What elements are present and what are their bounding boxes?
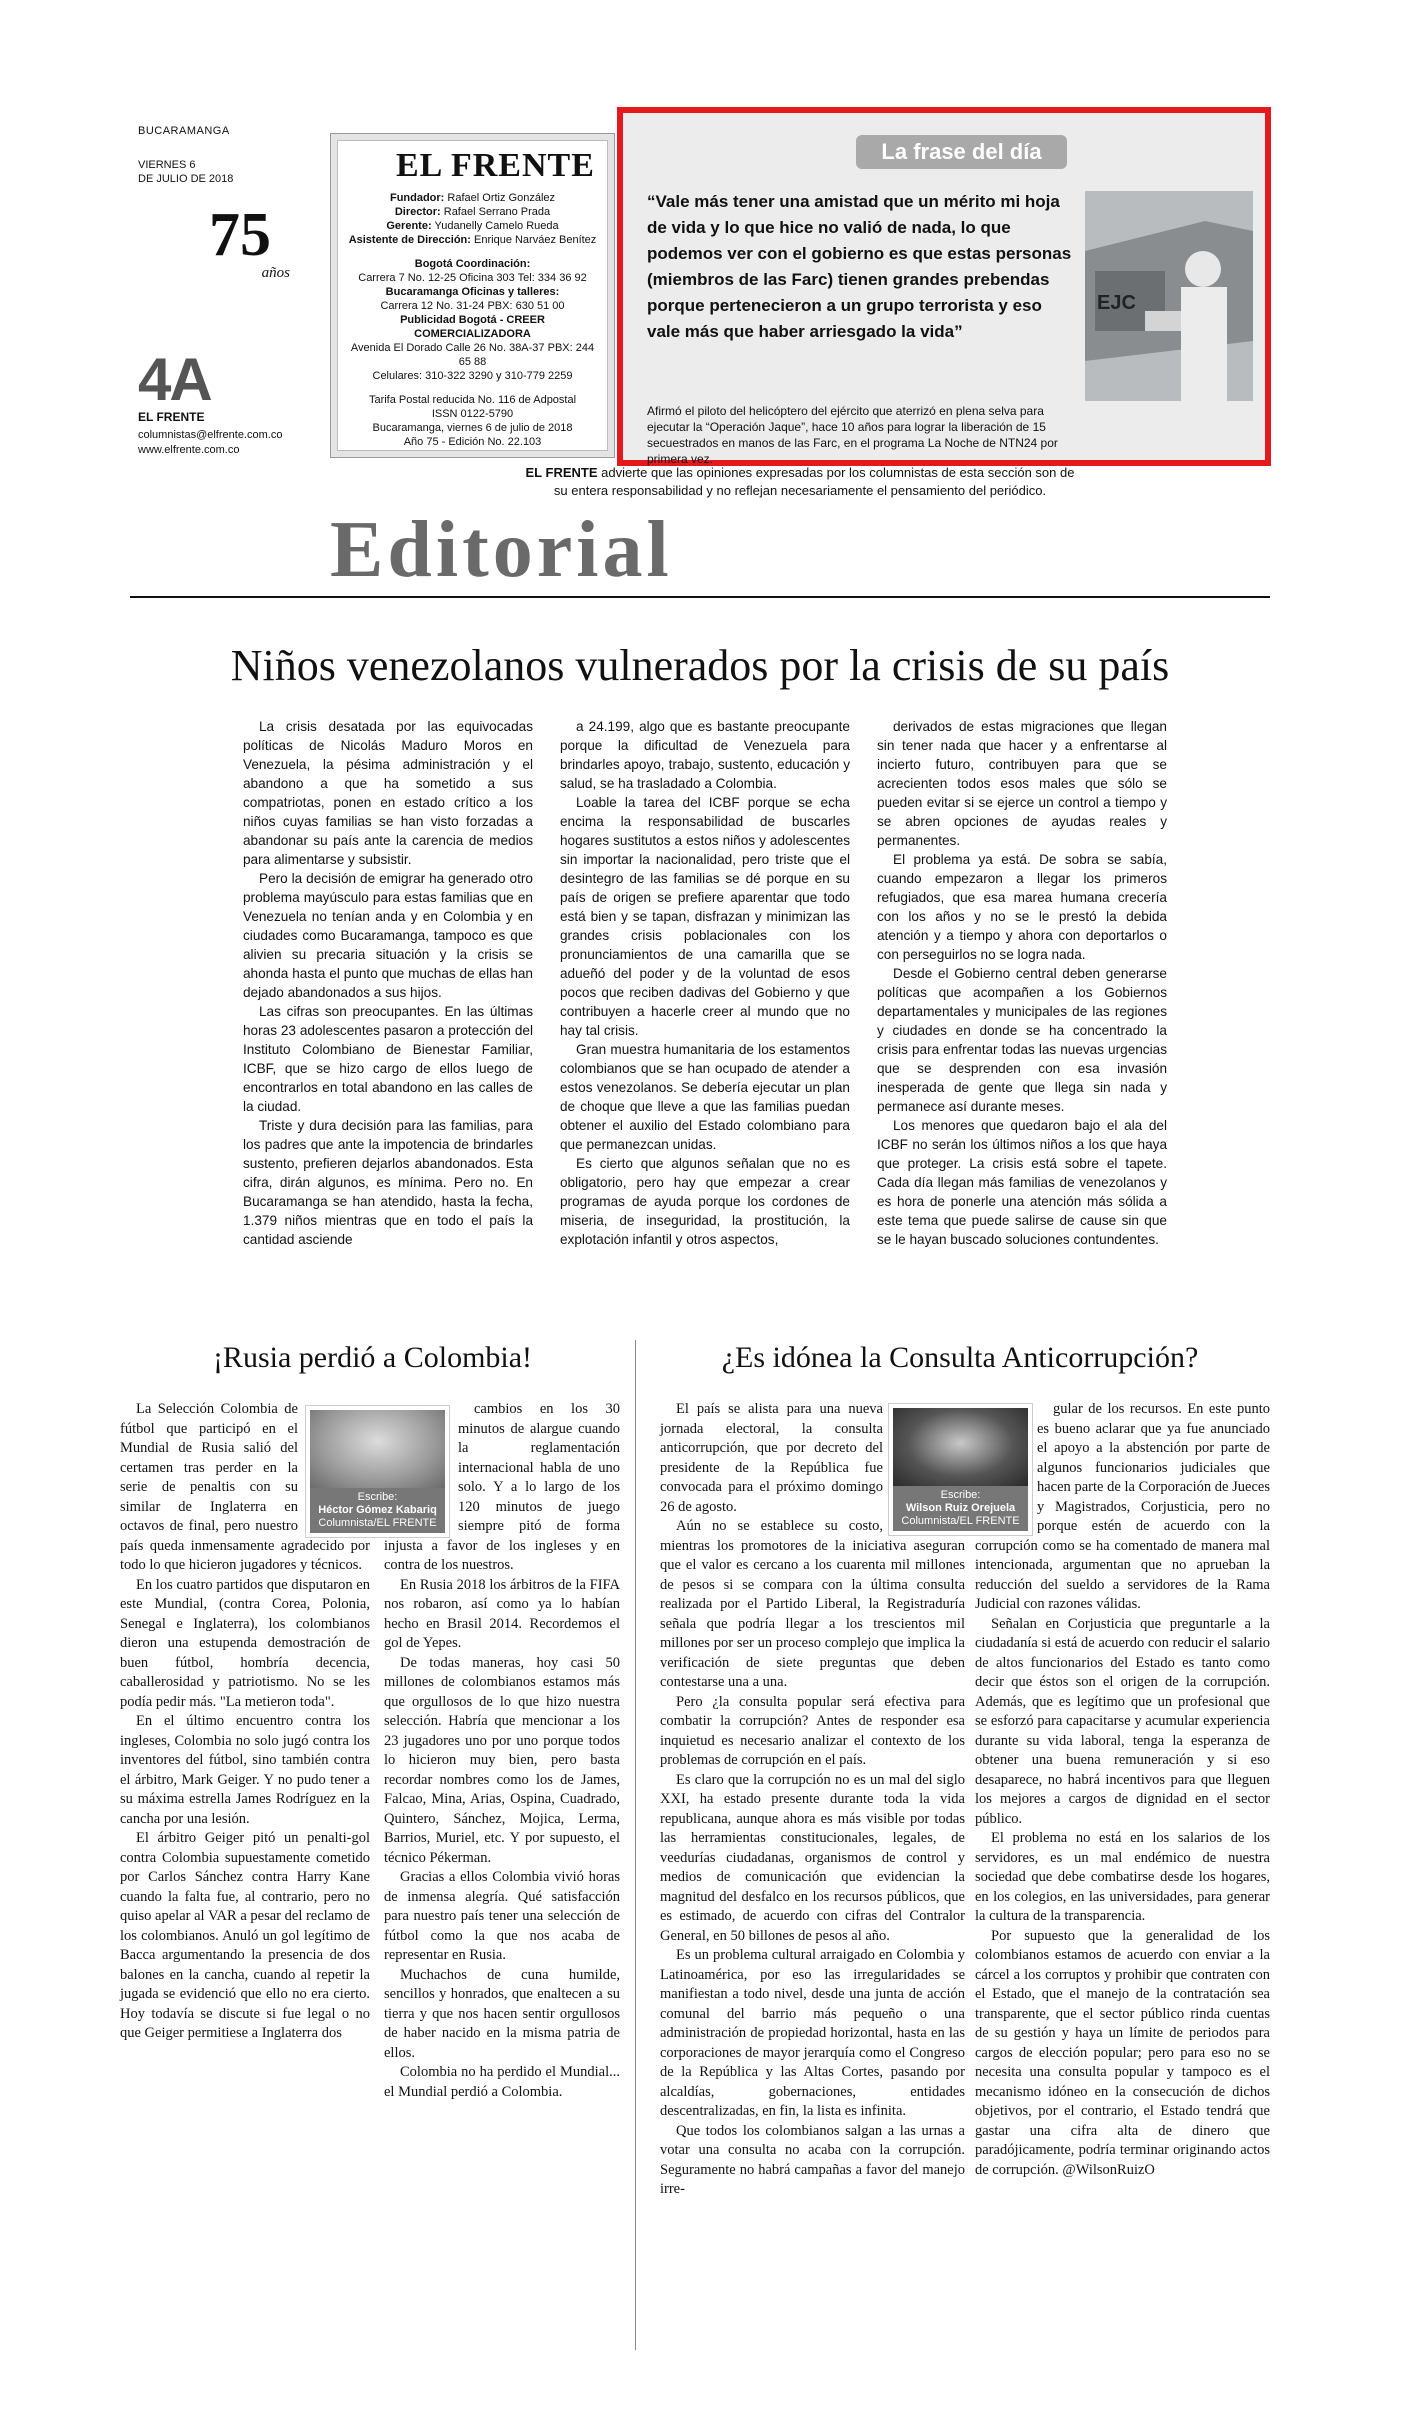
column-paragraph: Aún no se establece su costo, mientras los promotores de la iniciativa aseguran que el valor es cercano a los cuarenta mil millones de pesos si se compara con la última consulta realizada por el Partido Liberal, la Registraduría señala que podría llegar a los trescientos mil millones por ser un proceso complejo que implica la verificación de siete preguntas que deben contestarse una a una.: [660, 1518, 965, 1690]
writer-role: Columnista/EL FRENTE: [901, 1515, 1020, 1527]
editorial-paragraph: Desde el Gobierno central deben generarse políticas que acompañen a los Gobiernos departamentales y municipales de las regiones y ciudades en donde se ha concentrado la crisis para enfrentar todas las nuevas urgencias que se desprenden con esa invasión inesperada de gente que llega sin nada y permanece así durante meses.: [877, 966, 1167, 1114]
staff-role: Asistente de Dirección:: [348, 234, 471, 246]
date-line-1: VIERNES 6: [138, 159, 196, 171]
helicopter-marking: EJC: [1097, 292, 1136, 314]
writer-label: Escribe:: [940, 1489, 981, 1501]
advertising-address: Avenida El Dorado Calle 26 No. 38A-37 PBX: 244 65 88: [350, 342, 595, 368]
column-paragraph: Señalan en Corjusticia que preguntarle a la ciudadanía si está de acuerdo con reducir el salario de altos funcionarios del Estado es tanto como decir que éstos son el origen de la corrupción. Además, que es legítimo que un profesional que se esforzó para capacitarse y acumular experiencia durante su vida laboral, tenga la esperanza de obtener una buena remuneración y si eso desaparece, no habrá incentivos para que lleguen los mejores a cargos de dignidad en el sector público.: [975, 1615, 1270, 1827]
staff-role: Fundador:: [389, 192, 445, 204]
column-paragraph: Colombia no ha perdido el Mundial... el Mundial perdió a Colombia.: [384, 2064, 620, 2100]
column-paragraph: El país se alista para una nueva jornada electoral, la consulta anticorrupción, que por decreto del presidente de la República fue convocada para el próximo domingo 26 de agosto.: [660, 1401, 883, 1515]
pilot-photo: [1085, 191, 1253, 401]
staff-manager: [346, 219, 599, 233]
masthead-title: EL FRENTE: [396, 147, 595, 184]
column-paragraph: Es un problema cultural arraigado en Colombia y Latinoamérica, por eso las irregularidades se manifiestan a todo nivel, desde una junta de acción comunal del barrio más pequeño o una administración de propiedad horizontal, hasta en las corporaciones de mayor jerarquía como el Congreso de la República y las Altas Cortes, pasando por alcaldías, gobernaciones, entidades descentralizadas, en fin, la lista es infinita.: [660, 1947, 965, 2119]
column-paragraph: De todas maneras, hoy casi 50 millones de colombianos estamos más que orgullosos de lo que hizo nuestra selección. Habría que mencionar a los 23 jugadores uno por uno porque todos lo hicieron muy bien, pero basta recordar nombres como los de James, Falcao, Mina, Arias, Ospina, Cuadrado, Quintero, Sánchez, Mojica, Lerma, Barrios, Muriel, etc. Y por supuesto, el técnico Pékerman.: [384, 1654, 620, 1866]
editorial-paragraph: Es cierto que algunos señalan que no es obligatorio, pero hay que empezar a crear programas de ayuda porque los cordones de miseria, de inseguridad, la prostitución, la explotación infantil y otros aspectos,: [560, 1156, 850, 1247]
column-paragraph: El árbitro Geiger pitó un penalti-gol contra Colombia supuestamente cometido por Carlos Sánchez contra Harry Kane cuando la falta fue, al contrario, pero no quiso apelar al VAR a pesar del reclamo de los colombianos. Anuló un gol legítimo de Bacca argumentando la presencia de dos balones en la cancha, cuando al repetir la jugada se evidenció que ello no era cierto. Hoy todavía se discute si fue legal o no que Geiger permitiese a Inglaterra dos: [120, 1830, 370, 2041]
column-paragraph: La Selección Colombia de fútbol que participó en el Mundial de Rusia salió del certamen tras perder en la serie de penaltis con su similar de Inglaterra en octavos de final, pero nuestro país queda inmensamente agradecido por todo lo que hicieron jugadores y técnicos.: [120, 1401, 370, 1573]
editorial-paragraph: Las cifras son preocupantes. En las últimas horas 23 adolescentes pasaron a protección del Instituto Colombiano de Bienestar Familiar, ICBF, que se hizo cargo de ellos luego de encontrarlos en total abandono en las calles de la ciudad.: [243, 1004, 533, 1114]
city-label: BUCARAMANGA: [138, 125, 230, 137]
editorial-paragraph: Gran muestra humanitaria de los estamentos colombianos que se han ocupado de atender a estos venezolanos. Se debería ejecutar un plan de choque que lleve a que las familias puedan obtener el auxilio del Estado colombiano para que permanezcan unidas.: [560, 1042, 850, 1152]
quote-of-the-day-tag: La frase del día: [856, 135, 1067, 169]
anniversary-text: años: [261, 265, 290, 281]
staff-name: Yudanelly Camelo Rueda: [434, 220, 559, 232]
masthead-box: [330, 133, 615, 458]
quote-of-the-day-box: [617, 107, 1271, 466]
column-right-text-2: [975, 1400, 1270, 2180]
contact-info: [138, 428, 282, 458]
email-link[interactable]: columnistas@elfrente.com.co: [138, 429, 283, 441]
column-left-text-2: [384, 1400, 620, 2102]
column-paragraph: cambios en los 30 minutos de alargue cuando la reglamentación internacional habla de uno solo. Y a lo largo de los 120 minutos de juego siempre pitó de forma injusta a favor de los ingleses y en contra de los nuestros.: [384, 1401, 620, 1573]
writer-role: Columnista/EL FRENTE: [318, 1517, 437, 1529]
column-right-headline: ¿Es idónea la Consulta Anticorrupción?: [721, 1341, 1199, 1374]
staff-name: Rafael Serrano Prada: [443, 206, 551, 218]
staff-director: [346, 205, 599, 219]
anniversary-logo: [190, 201, 290, 282]
writer-name: Wilson Ruiz Orejuela: [905, 1502, 1016, 1514]
column-right-text-1: [660, 1400, 965, 2200]
writer-label: Escribe:: [357, 1491, 398, 1503]
bucaramanga-heading: Bucaramanga Oficinas y talleres:: [385, 286, 560, 298]
editorial-column-1: [243, 717, 533, 1249]
column-paragraph: En el último encuentro contra los ingleses, Colombia no solo jugó contra los inventores del fútbol, sino también contra el árbitro, Mark Geiger. Y no pudo tener a su máxima estrella James Rodríguez en la cancha por una lesión.: [120, 1713, 370, 1827]
opinion-disclaimer: [480, 464, 1120, 500]
staff-name: Enrique Narváez Benítez: [474, 234, 597, 246]
pilot-helicopter-image: [1085, 191, 1253, 401]
advertising-heading: Publicidad Bogotá - CREER COMERCIALIZADORA: [400, 314, 545, 340]
wrap-spacer: [975, 1400, 1037, 1525]
postal-rate: Tarifa Postal reducida No. 116 de Adpostal: [368, 394, 577, 406]
bogota-heading: Bogotá Coordinación:: [414, 258, 531, 270]
column-paragraph: Pero ¿la consulta popular será efectiva para combatir la corrupción? Antes de responder esa inquietud es necesario analizar el contexto de los problemas de corrupción en el país.: [660, 1693, 965, 1768]
editorial-headline: Niños venezolanos vulnerados por la crisis de su país: [230, 641, 1170, 690]
issn: ISSN 0122-5790: [431, 408, 514, 420]
issue-date: [138, 158, 233, 186]
anniversary-number: 75: [209, 201, 271, 269]
column-paragraph: gular de los recursos. En este punto es bueno aclarar que ya fue anunciado el apoyo a la abstención por parte de algunos funcionarios judiciales que hacen parte de la Corporación de Jueces y Magistrados, Corjusticia, pero no porque estén de acuerdo con la corrupción como se ha comentado de manera mal intencionada, argumentan que no aprueban la reducción del sueldo a servidores de la Rama Judicial con razones válidas.: [975, 1401, 1270, 1612]
column-paragraph: En los cuatro partidos que disputaron en este Mundial, (contra Corea, Polonia, Senegal e Inglaterra), los colombianos dieron una estupenda demostración de buen fútbol, hombría decencia, caballerosidad y patriotismo. No se les podía pedir más. "La metieron toda".: [120, 1576, 370, 1710]
column-paragraph: Que todos los colombianos salgan a las urnas a votar una consulta no acaba con la corrupción. Seguramente no habrá campañas a favor del manejo irre-: [660, 2122, 965, 2197]
brand-small: EL FRENTE: [138, 410, 205, 424]
column-paragraph: Es claro que la corrupción no es un mal del siglo XXI, ha estado presente durante toda la vida republicana, aunque ahora es más visible por todas las herramientas constitucionales, legales, de veedurías ciudadanas, organismos de control y medios de comunicación que evidencian la magnitud del desfalco en los recursos públicos, que es estimado, de acuerdo con cifras del Contralor General, en 50 billones de pesos al año.: [660, 1771, 965, 1944]
editorial-paragraph: a 24.199, algo que es bastante preocupante porque la dificultad de Venezuela para brindarles apoyo, trabajo, sustento, educación y salud, se ha trasladado a Colombia.: [560, 719, 850, 791]
editorial-paragraph: La crisis desatada por las equivocadas políticas de Nicolás Maduro Moros en Venezuela, la pésima administración y el abandono a que ha sometido a sus compatriotas, ponen en estado crítico a los niños cuyas familias se han visto forzadas a abandonar su país ante la carencia de medios para alimentarse y subsistir.: [243, 719, 533, 867]
masthead-inner: [337, 140, 608, 451]
page-number: 4A: [138, 346, 211, 413]
staff-founder: [346, 191, 599, 205]
bogota-address: Carrera 7 No. 12-25 Oficina 303 Tel: 334 36 92: [358, 272, 587, 284]
editorial-column-3: [877, 717, 1167, 1249]
column-paragraph: Muchachos de cuna humilde, sencillos y honrados, que enaltecen a su tierra y que nos hacen sentir orgullosos de haber nacido en la misma patria de ellos.: [384, 1966, 620, 2061]
editorial-paragraph: Loable la tarea del ICBF porque se echa encima la responsabilidad de buscarles hogares sustitutos a estos niños y adolescentes sin importar la nacionalidad, pero triste que el desintegro de las familias se dé porque en su país de origen se prefiere aparentar que todo está bien y se tapan, disfrazan y minimizan las grandes crisis poblacionales con los pronunciamientos de una camarilla que se adueñó del poder y de la voluntad de esos pocos que reciben dadivas del Gobierno y que contribuyen a hacerle creer al mundo que no hay tal crisis.: [560, 795, 850, 1038]
date-line-2: DE JULIO DE 2018: [138, 173, 234, 185]
column-paragraph: El problema no está en los salarios de los servidores, es un mal endémico de nuestra sociedad que debe combatirse desde los hogares, en los colegios, en las universidades, para generar la cultura de la transparencia.: [975, 1830, 1270, 1924]
disclaimer-line-2: su entera responsabilidad y no reflejan necesariamente el pensamiento del periódico.: [553, 483, 1047, 498]
column-paragraph: En Rusia 2018 los árbitros de la FIFA nos robaron, así como ya lo habían hecho en Brasil 2014. Recordemos el gol de Yepes.: [384, 1576, 620, 1651]
wrap-spacer: [883, 1400, 965, 1525]
editorial-paragraph: Pero la decisión de emigrar ha generado otro problema mayúsculo para estas familias que en Venezuela no tenían anda y en Colombia y en ciudades como Bucaramanga, tampoco es que alivien su precaria situación y la crisis se ahonda hasta el punto que muchas de ellas han dejado abandonados a sus hijos.: [243, 871, 533, 1000]
editorial-paragraph: Los menores que quedaron bajo el ala del ICBF no serán los últimos niños a los que haya que proteger. La crisis está sobre el tapete. Cada día llegan más familias de venezolanos y es hora de ponerle una atención más sólida a este tema que puede salirse de cause sin que se le hayan buscado soluciones contundentes.: [877, 1118, 1167, 1247]
column-paragraph: Por supuesto que la generalidad de los colombianos estamos de acuerdo con enviar a la cárcel a los corruptos y prohibir que contraten con el Estado, que el manejo de la contratación sea transparente, que el sector público rinda cuentas de su gestión y haya un límite de periodos para cargos de elección popular; pero para eso no se necesita una consulta popular y tampoco es el mecanismo idóneo en la consecución de dichos objetivos, por el contrario, el Estado tendrá que gastar una cifra alta de dinero que paradójicamente, podría terminar originando actos de corrupción. @WilsonRuizO: [975, 1927, 1270, 2178]
staff-name: Rafael Ortiz González: [447, 192, 556, 204]
writer-name: Héctor Gómez Kabariq: [318, 1504, 437, 1516]
phones: Celulares: 310-322 3290 y 310-779 2259: [372, 370, 573, 382]
section-title: Editorial: [330, 506, 673, 594]
column-paragraph: Gracias a ellos Colombia vivió horas de inmensa alegría. Qué satisfacción para nuestro país tener una selección de fútbol como la que nos acaba de representar en Rusia.: [384, 1869, 620, 1963]
section-rule: [130, 596, 1270, 598]
editorial-paragraph: El problema ya está. De sobra se sabía, cuando empezaron a llegar los primeros refugiados, que esa marea humana crecería con los años y no se le prestó la debida atención y a tiempo y ahora con deportarlos o con perseguirlos no se logra nada.: [877, 852, 1167, 962]
column-left-headline: ¡Rusia perdió a Colombia!: [212, 1341, 533, 1374]
staff-assistant: [346, 233, 599, 247]
staff-role: Director:: [394, 206, 441, 218]
disclaimer-line-1: advierte que las opiniones expresadas por los columnistas de esta sección son de: [597, 465, 1075, 480]
bucaramanga-address: Carrera 12 No. 31-24 PBX: 630 51 00: [380, 300, 565, 312]
quote-text: “Vale más tener una amistad que un mérito mi hoja de vida y lo que hice no valió de nada, lo que podemos ver con el gobierno es que estas personas (miembros de las Farc) tienen grandes prebendas porque pertenecieron a un grupo terrorista y eso vale más que haber arriesgado la vida”: [647, 192, 1072, 341]
quote-attribution: Afirmó el piloto del helicóptero del ejército que aterrizó en plena selva para ejecutar la “Operación Jaque”, hace 10 años para lograr la liberación de 15 secuestrados en manos de las Farc, en el programa La Noche de NTN24 por primera vez.: [647, 404, 1058, 466]
disclaimer-brand: EL FRENTE: [525, 465, 598, 480]
wrap-spacer: [298, 1400, 370, 1525]
staff-role: Gerente:: [386, 220, 432, 232]
dateline: Bucaramanga, viernes 6 de julio de 2018: [372, 422, 573, 434]
website-link[interactable]: www.elfrente.com.co: [138, 444, 240, 456]
editorial-paragraph: derivados de estas migraciones que llegan sin tener nada que hacer y a enfrentarse al incierto futuro, contribuyen para que se acrecienten todos esos males que sólo se pueden evitar si se ejerce un control a tiempo y se abren opciones de ayudas reales y permanentes.: [877, 719, 1167, 848]
editorial-paragraph: Triste y dura decisión para las familias, para los padres que ante la impotencia de brindarles sustento, prefieren dejarlos abandonados. Esta cifra, dirán algunos, es mínima. Pero no. En Bucaramanga se han atendido, hasta la fecha, 1.379 niños mientras que en todo el país la cantidad asciende: [243, 1118, 533, 1247]
column-left-text-1: [120, 1400, 370, 2044]
wrap-spacer: [384, 1400, 458, 1525]
column-divider: [635, 1340, 636, 2350]
edition: Año 75 - Edición No. 22.103: [403, 436, 542, 448]
editorial-column-2: [560, 717, 850, 1249]
